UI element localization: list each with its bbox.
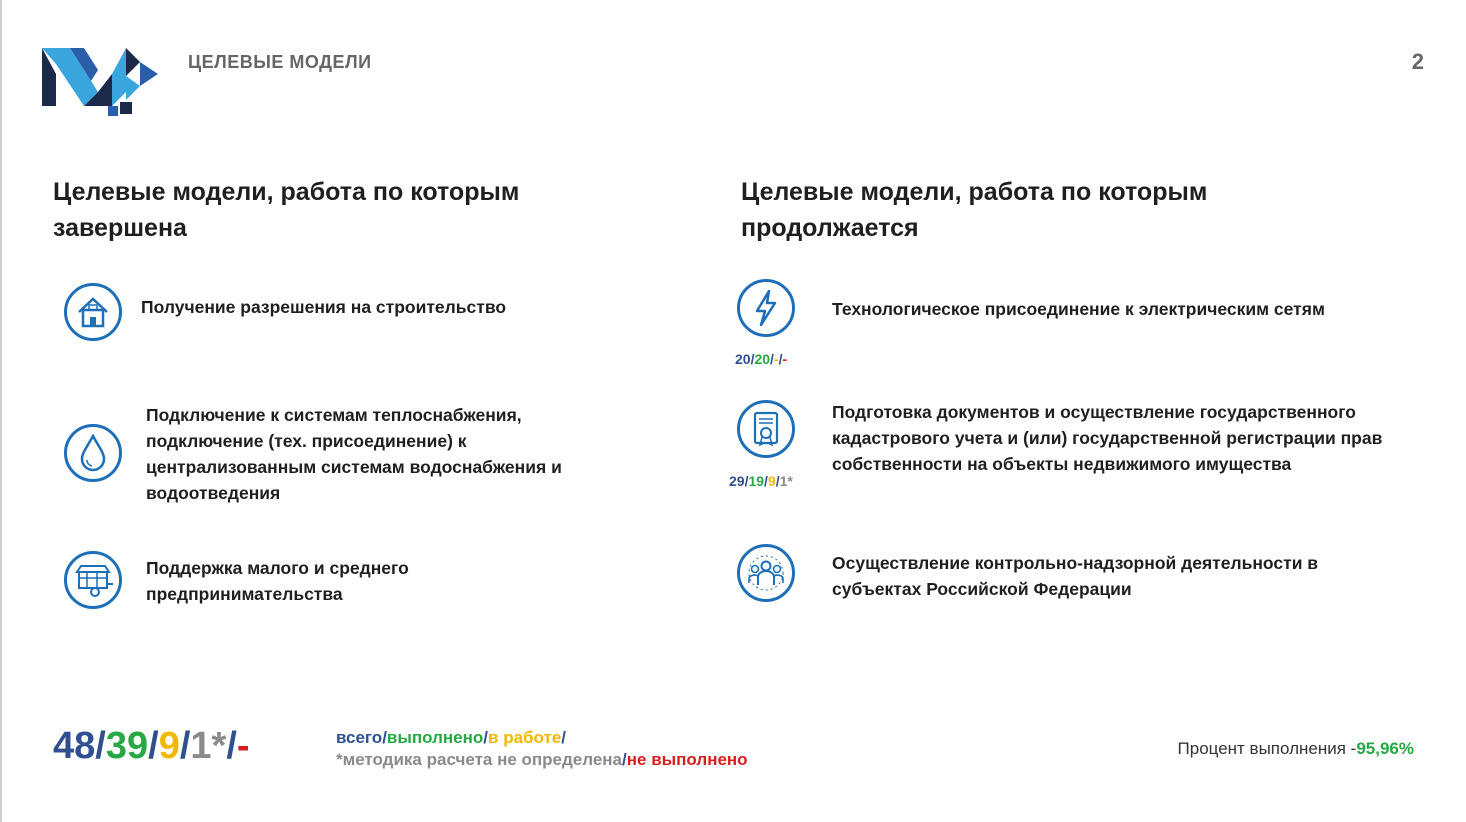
counter-in-work: - — [773, 351, 779, 367]
stat-in-work: 9 — [158, 725, 180, 767]
status-counter — [735, 351, 787, 367]
legend-separator: / — [622, 750, 627, 769]
lightning-icon — [737, 279, 795, 337]
percent-label: Процент выполнения - — [1177, 739, 1357, 758]
stat-undetermined: 1* — [190, 725, 227, 767]
legend-failed: не выполнено — [626, 750, 748, 769]
item-text: Поддержка малого и среднего предпринимательства — [146, 558, 409, 604]
completed-models-title: Целевые модели, работа по которым завершена — [53, 178, 520, 242]
legend-line-2 — [336, 749, 748, 771]
counter-separator: / — [775, 473, 780, 489]
stat-done: 39 — [105, 725, 149, 767]
stat-separator: / — [226, 725, 237, 767]
item-text: Получение разрешения на строительство — [141, 297, 507, 317]
page-number: 2 — [1411, 49, 1424, 74]
legend-separator: / — [382, 728, 387, 747]
people-icon — [737, 544, 795, 602]
kiosk-icon — [64, 551, 122, 609]
logo — [40, 44, 160, 124]
legend-undetermined: *методика расчета не определена — [336, 750, 623, 769]
legend-line-1 — [336, 727, 748, 749]
status-counter — [729, 473, 793, 489]
completion-percent — [1178, 739, 1414, 759]
legend-separator: / — [561, 728, 567, 747]
stat-separator: / — [148, 725, 159, 767]
stat-separator: / — [95, 725, 106, 767]
legend-separator: / — [483, 728, 489, 747]
counter-separator: / — [770, 351, 774, 367]
house-icon — [64, 283, 122, 341]
ongoing-models-title: Целевые модели, работа по которым продолжается — [741, 178, 1208, 242]
item-text: Подключение к системам теплоснабжения, подключение (тех. присоединение) к централизованным системам водоснабжения и водоотведения — [146, 405, 562, 503]
counter-separator: / — [764, 473, 768, 489]
stat-separator: / — [179, 725, 191, 767]
left-border — [0, 0, 2, 822]
summary-stats — [53, 725, 250, 768]
counter-done: 20 — [754, 351, 771, 367]
counter-total: 29 — [729, 473, 745, 489]
counter-total: 20 — [735, 351, 751, 367]
header-title: ЦЕЛЕВЫЕ МОДЕЛИ — [188, 52, 372, 72]
stat-total: 48 — [53, 725, 96, 767]
counter-separator: / — [750, 351, 755, 367]
percent-value: 95,96% — [1356, 739, 1414, 758]
counter-separator: / — [744, 473, 749, 489]
item-text: Осуществление контрольно-надзорной деятельности в субъектах Российской Федерации — [832, 553, 1319, 599]
counter-undetermined: 1* — [779, 473, 793, 489]
water-drop-icon — [64, 424, 122, 482]
certificate-icon — [737, 400, 795, 458]
counter-done: 19 — [748, 473, 765, 489]
legend-in-work: в работе — [488, 728, 562, 747]
legend-done: выполнено — [386, 728, 484, 747]
counter-separator: / — [778, 351, 783, 367]
item-text: Подготовка документов и осуществление государственного кадастрового учета и (или) государственной регистрации прав собственности на объекты недвижимого имущества — [832, 402, 1383, 474]
stat-failed: - — [236, 725, 250, 767]
counter-failed: - — [782, 351, 788, 367]
legend-total: всего — [336, 728, 383, 747]
item-text: Технологическое присоединение к электрическим сетям — [832, 299, 1325, 319]
summary-legend — [336, 727, 748, 771]
counter-in-work: 9 — [767, 473, 776, 489]
